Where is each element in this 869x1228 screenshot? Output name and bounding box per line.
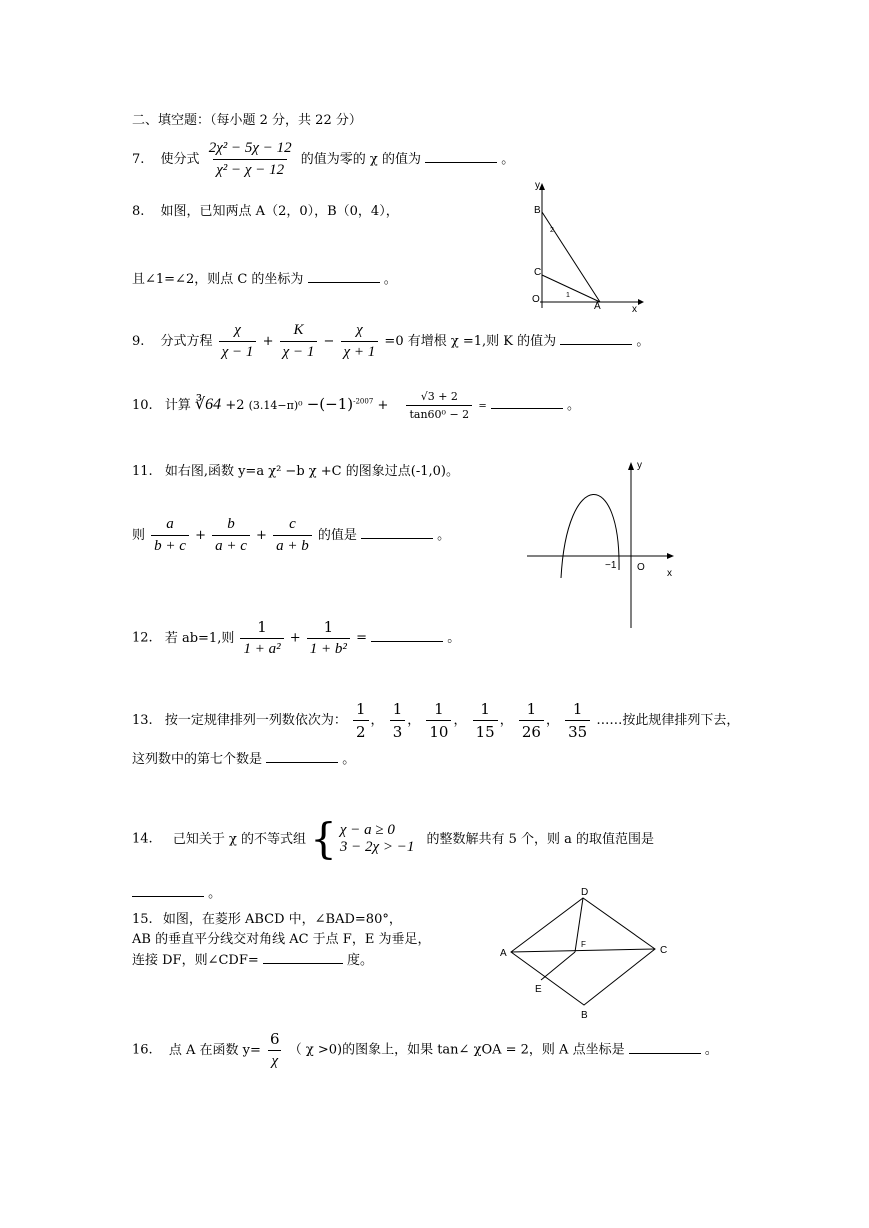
question-text: 分式方程 xyxy=(160,334,213,349)
denominator: tan60⁰ − 2 xyxy=(406,405,472,421)
fraction xyxy=(212,516,250,555)
question-8-line1 xyxy=(132,200,399,219)
question-15-line2: AB 的垂直平分线交对角线 AC 于点 F，E 为垂足， xyxy=(132,932,431,947)
question-16 xyxy=(132,1030,718,1070)
denominator: 26 xyxy=(519,720,544,741)
numerator: χ xyxy=(356,322,363,338)
numerator: 6 xyxy=(270,1030,280,1048)
point-A-label: A xyxy=(500,948,507,959)
exponent: -2007 xyxy=(353,397,374,406)
numerator: χ xyxy=(234,322,241,338)
question-12 xyxy=(132,618,460,658)
sequence-term xyxy=(473,700,498,741)
sequence-term xyxy=(565,700,590,741)
sequence-term xyxy=(353,700,369,741)
equals: = xyxy=(478,401,487,412)
question-15-line1 xyxy=(132,908,402,927)
question-text: （ χ >0)的图象上，如果 tan∠ χOA = 2，则 A 点坐标是 xyxy=(288,1042,625,1058)
numerator: K xyxy=(293,322,304,338)
numerator: 1 xyxy=(355,700,366,718)
question-number: 11. xyxy=(132,464,153,479)
numerator: 1 xyxy=(526,700,537,718)
denominator: 15 xyxy=(473,720,498,741)
numerator: b xyxy=(227,516,235,532)
question-text: 且∠1=∠2，则点 C 的坐标为 xyxy=(132,272,304,287)
answer-blank[interactable] xyxy=(361,526,433,539)
question-9 xyxy=(132,322,649,361)
question-text: 这列数中的第七个数是 xyxy=(132,752,263,767)
denominator: 2 xyxy=(353,720,369,741)
fraction xyxy=(206,140,295,179)
fraction xyxy=(341,322,379,361)
numerator: 1 xyxy=(434,700,444,718)
inequality-1: χ − a ≥ 0 xyxy=(339,822,395,838)
term: −(−1) xyxy=(306,395,354,413)
q15-figure xyxy=(495,884,675,1019)
answer-blank[interactable] xyxy=(132,884,204,897)
question-14 xyxy=(132,814,655,863)
point-F-label: F xyxy=(581,940,586,949)
period: 。 xyxy=(383,272,397,287)
operator: + xyxy=(256,528,267,543)
numerator: 1 xyxy=(257,618,267,636)
fraction xyxy=(406,390,472,421)
denominator: 35 xyxy=(565,720,590,741)
period: 。 xyxy=(437,528,451,543)
point-E-label: E xyxy=(535,984,542,995)
left-brace: { xyxy=(310,814,337,863)
question-7 xyxy=(132,140,514,179)
angle-1-label: 1 xyxy=(566,292,570,299)
question-number: 7. xyxy=(132,152,145,167)
numerator: √3 + 2 xyxy=(420,390,458,403)
point-B-label: B xyxy=(581,1010,588,1021)
fraction xyxy=(280,322,318,361)
denominator: a + b xyxy=(273,535,312,555)
angle-2-label: 2 xyxy=(550,227,554,234)
fraction xyxy=(219,322,257,361)
question-number: 16. xyxy=(132,1042,153,1058)
x-axis-label: x xyxy=(632,304,637,315)
question-11-line2 xyxy=(132,516,450,555)
question-13-line1 xyxy=(132,700,739,741)
origin-label: O xyxy=(532,294,540,305)
minus-one-label: −1 xyxy=(605,560,617,571)
separator: ， xyxy=(499,713,513,728)
y-axis-label: y xyxy=(637,460,642,471)
question-number: 13. xyxy=(132,713,153,728)
question-11-line1 xyxy=(132,460,459,479)
question-text: ……按此规律排列下去， xyxy=(596,713,740,728)
question-text: 如右图,函数 y=a χ² −b χ +C 的图象过点(-1,0)。 xyxy=(164,464,459,479)
question-14-line2 xyxy=(132,882,221,901)
operator: + xyxy=(195,528,206,543)
numerator: 1 xyxy=(572,700,583,718)
inequality-system xyxy=(310,814,415,863)
denominator: 1 + a² xyxy=(240,638,283,658)
question-text: 按一定规律排列一列数依次为： xyxy=(164,713,347,728)
point-C-label: C xyxy=(534,267,542,278)
x-axis-label: x xyxy=(667,568,672,579)
question-number: 12. xyxy=(132,630,153,646)
denominator: χ xyxy=(268,1050,281,1070)
sequence-term xyxy=(390,700,406,741)
question-text: 计算 xyxy=(164,398,191,413)
point-C-label: C xyxy=(660,945,668,956)
numerator: c xyxy=(289,516,296,532)
period: 。 xyxy=(566,398,580,413)
question-number: 10. xyxy=(132,398,153,413)
fraction xyxy=(273,516,312,555)
denominator: b + c xyxy=(151,535,189,555)
term: (3.14−π)⁰ xyxy=(248,399,303,412)
origin-label: O xyxy=(637,562,645,573)
period: 。 xyxy=(636,334,650,349)
period: 。 xyxy=(208,886,222,901)
denominator: 1 + b² xyxy=(307,638,350,658)
numerator: 1 xyxy=(480,700,490,718)
denominator: χ − 1 xyxy=(219,341,257,361)
point-B-label: B xyxy=(534,205,541,216)
fraction xyxy=(307,618,350,658)
denominator: a + c xyxy=(212,535,250,555)
cube-root: ∛64 xyxy=(194,396,222,413)
denominator: χ² − χ − 12 xyxy=(213,159,287,179)
y-axis-label: y xyxy=(535,180,540,191)
operator: + xyxy=(377,398,389,413)
inequality-2: 3 − 2χ > −1 xyxy=(339,839,415,855)
question-text: 使分式 xyxy=(160,152,200,167)
period: 。 xyxy=(704,1042,718,1058)
separator: ， xyxy=(453,713,467,728)
answer-blank[interactable] xyxy=(491,396,563,409)
answer-blank[interactable] xyxy=(266,750,338,763)
period: 。 xyxy=(447,630,461,646)
question-text: 的值为零的 χ 的值为 xyxy=(300,152,421,167)
period: 。 xyxy=(501,152,515,167)
question-8-line2 xyxy=(132,268,397,287)
question-number: 8. xyxy=(132,204,145,219)
question-number: 9. xyxy=(132,334,145,349)
denominator: 3 xyxy=(390,720,406,741)
question-text: =0 有增根 χ =1,则 K 的值为 xyxy=(384,334,557,349)
term: +2 xyxy=(225,398,245,413)
answer-blank[interactable] xyxy=(308,270,380,283)
denominator: χ − 1 xyxy=(280,341,318,361)
question-text: 如图，在菱形 ABCD 中，∠BAD=80°， xyxy=(162,912,402,927)
question-number: 15. xyxy=(132,912,153,927)
operator: + xyxy=(262,334,274,349)
point-D-label: D xyxy=(581,887,589,898)
answer-blank[interactable] xyxy=(371,629,443,642)
operator: − xyxy=(323,334,335,349)
question-text: 则 xyxy=(132,528,146,543)
q11-figure xyxy=(525,458,680,630)
numerator: 1 xyxy=(392,700,403,718)
period: 。 xyxy=(342,752,356,767)
numerator: 2χ² − 5χ − 12 xyxy=(208,140,292,156)
answer-blank[interactable] xyxy=(629,1041,701,1054)
question-text: 连接 DF，则∠CDF= xyxy=(132,953,259,968)
separator: ， xyxy=(545,713,559,728)
section-title: 二、填空题：（每小题 2 分，共 22 分） xyxy=(132,113,362,128)
fraction xyxy=(267,1030,283,1070)
question-text: 的整数解共有 5 个，则 a 的取值范围是 xyxy=(426,831,655,847)
question-15-line3 xyxy=(132,949,373,968)
separator: ， xyxy=(370,713,384,728)
question-13-line2 xyxy=(132,748,355,767)
question-10 xyxy=(132,390,580,421)
unit: 度。 xyxy=(347,953,374,968)
denominator: χ + 1 xyxy=(341,341,379,361)
denominator: 10 xyxy=(426,720,451,741)
fraction xyxy=(151,516,189,555)
numerator: 1 xyxy=(323,618,334,636)
point-A-label: A xyxy=(594,301,601,312)
q8-figure xyxy=(528,180,648,315)
answer-blank[interactable] xyxy=(560,332,632,345)
numerator: a xyxy=(166,516,174,532)
question-text: 点 A 在函数 y= xyxy=(168,1042,261,1058)
equals: = xyxy=(356,630,367,646)
question-text: 如图，已知两点 A（2，0），B（0，4）， xyxy=(160,204,399,219)
answer-blank[interactable] xyxy=(425,150,497,163)
operator: + xyxy=(289,630,301,646)
question-number: 14. xyxy=(132,831,153,847)
question-text: 的值是 xyxy=(317,528,357,543)
answer-blank[interactable] xyxy=(263,951,343,964)
sequence-term xyxy=(426,700,451,741)
fraction xyxy=(240,618,283,658)
sequence-term xyxy=(519,700,544,741)
separator: ， xyxy=(407,713,421,728)
question-text: 己知关于 χ 的不等式组 xyxy=(172,831,306,847)
question-text: 若 ab=1,则 xyxy=(164,630,235,646)
